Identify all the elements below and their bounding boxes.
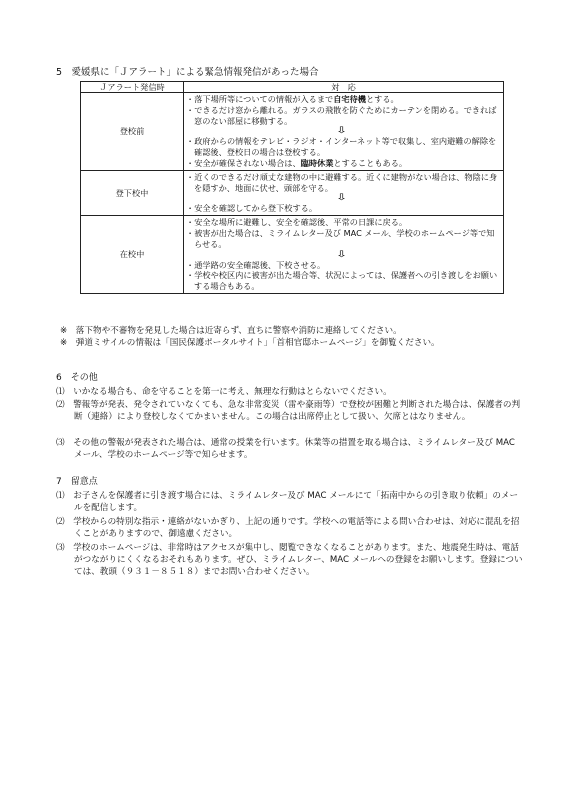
col-header-response: 対 応 — [184, 82, 504, 93]
situation-cell: 登校前 — [81, 93, 184, 171]
section7-item-3: ⑶ 学校のホームページは、非常時はアクセスが集中し、閲覧できなくなることがあります。また、地震発生時は、電話がつながりにくくなるおそれもあります。ぜひ、ミライムレター、MAC メールへの登録をお願いします。登録については、教頭（９３１－８５１８）までお問い合わせください。 — [56, 543, 523, 577]
response-line — [184, 105, 499, 127]
table-header-row — [81, 82, 504, 93]
response-line — [184, 228, 499, 250]
section6-heading: 6 その他 — [56, 373, 98, 383]
line-text: ・安全な場所に避難し、安全を確認後、平常の日課に戻る。 — [186, 217, 408, 228]
down-arrow-icon: ⇩ — [335, 193, 348, 204]
line-text: ・落下場所等についての情報が入るまで — [186, 94, 334, 104]
down-arrow-icon: ⇩ — [335, 249, 348, 260]
line-text: ・学校や校区内に被害が出た場合等、状況によっては、保護者への引き渡しをお願いする場合もある。 — [186, 270, 498, 292]
col-header-situation: Ｊアラート発信時 — [81, 82, 184, 93]
section7-heading: 7 留意点 — [56, 477, 98, 487]
line-text: とすることもある。 — [333, 157, 408, 168]
table-row-commuting — [81, 170, 504, 215]
situation-cell: 在校中 — [81, 216, 184, 294]
section5-heading: 5 愛媛県に「Ｊアラート」による緊急情報発信があった場合 — [56, 67, 319, 78]
section6-item-2: ⑵ 警報等が発表、発令されていなくても、急な非常変災（雷や豪雨等）で登校が困難と判断された場合は、保護者の判断（連絡）により登校しなくてかまいません。この場合は出席停止として扱い、欠席とはなりません。 — [56, 400, 521, 422]
section6-item-1: ⑴ いかなる場合も、命を守ることを第一に考え、無理な行動はとらないでください。 — [56, 387, 392, 397]
emphasis-text: 自宅待機 — [333, 94, 366, 104]
response-line — [184, 260, 499, 271]
line-text: ・通学路の安全確認後、下校させる。 — [186, 259, 326, 270]
down-arrow-icon: ⇩ — [335, 126, 348, 137]
line-text: ・できるだけ窓から離れる。ガラスの飛散を防ぐためにカーテンを閉める。できれば窓のない部屋に移動する。 — [186, 104, 497, 126]
emphasis-text: 臨時休業 — [300, 157, 334, 168]
line-text: とする。 — [365, 94, 399, 104]
response-cell — [184, 170, 504, 215]
section7-item-1: ⑴ お子さんを保護者に引き渡す場合には、ミライムレター及び MAC メールにて「拓南中からの引き取り依頼」のメールを配信します。 — [56, 491, 519, 513]
response-cell — [184, 216, 504, 294]
response-cell — [184, 93, 504, 171]
response-line — [184, 158, 499, 169]
situation-cell: 登下校中 — [81, 170, 184, 215]
note-missile-info: ※ 弾道ミサイルの情報は「国民保護ポータルサイト」「首相官邸ホームページ」を御覧ください。 — [60, 338, 440, 348]
line-text: ・安全を確認してから登下校する。 — [186, 203, 318, 214]
response-line — [184, 172, 499, 194]
table-row-at-school — [81, 216, 504, 294]
line-text: ・近くのできるだけ頑丈な建物の中に避難する。近くに建物がない場合は、物陰に身を隠すか、地面に伏せ、頭部を守る。 — [186, 171, 498, 193]
section7-item-2: ⑵ 学校からの特別な指示・連絡がないかぎり、上記の通りです。学校への電話等による問い合わせは、対応に混乱を招くことがありますので、御遠慮ください。 — [56, 517, 520, 539]
line-text: ・政府からの情報をテレビ・ラジオ・インターネット等で収集し、室内避難の解除を確認後、登校日の場合は登校する。 — [186, 136, 497, 158]
section6-item-3: ⑶ その他の警報が発表された場合は、通常の授業を行います。休業等の措置を取る場合は、ミライムレター及び MAC メール、学校のホームページ等で知らせます。 — [56, 438, 515, 460]
table-row-before-school — [81, 93, 504, 171]
j-alert-response-table — [80, 81, 504, 294]
line-text: ・安全が確保されない場合は、 — [186, 157, 301, 168]
response-line — [184, 217, 499, 228]
line-text: ・被害が出た場合は、ミライムレター及び MAC メール、学校のホームページ等で知らせる。 — [186, 227, 495, 249]
note-falling-objects: ※ 落下物や不審物を発見した場合は近寄らず、直ちに警察や消防に連絡してください。 — [60, 326, 402, 336]
response-line — [184, 270, 499, 292]
response-line — [184, 94, 499, 105]
response-line — [184, 203, 499, 214]
response-line — [184, 136, 499, 158]
